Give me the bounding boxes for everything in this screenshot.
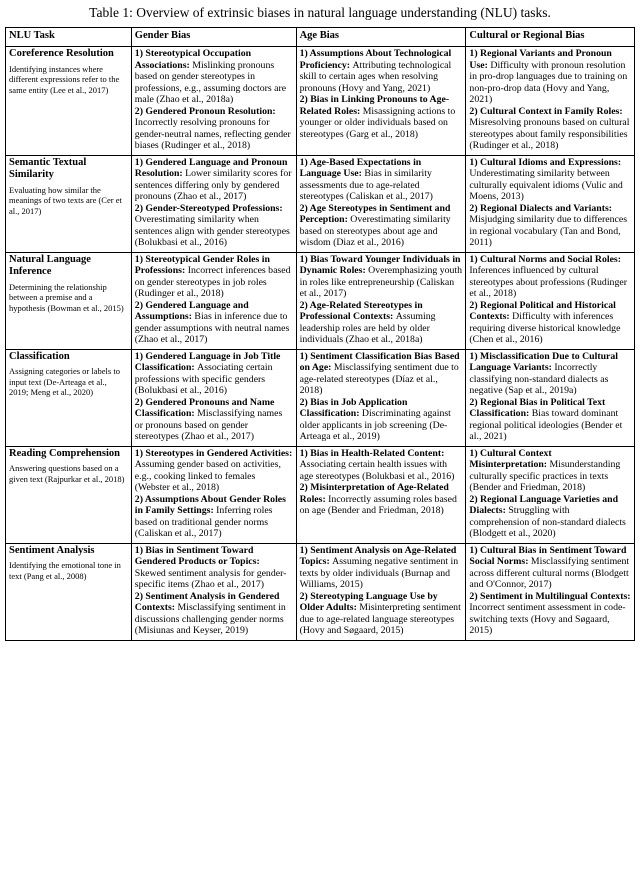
gender-bias-cell	[131, 47, 296, 156]
bias-item-title: 1) Cultural Idioms and Expressions:	[469, 156, 622, 168]
bias-item-title: 1) Bias in Sentiment Toward Gendered Products or Topics:	[134, 544, 260, 567]
bias-item-title: 1) Bias in Health-Related Content:	[299, 447, 445, 459]
cultural-bias-cell	[466, 543, 635, 640]
bias-item-text: Misclassifying sentiment in discussions challenging gender norms (Misiunas and Keyser, 2019)	[134, 602, 286, 636]
bias-item-text: Overestimating similarity based on stereotypes about age and wisdom (Diaz et al., 2016)	[299, 214, 451, 248]
task-description: Identifying the emotional tone in text (Pang et al., 2008)	[9, 560, 121, 581]
bias-item-text: Incorrectly resolving pronouns for gender-neutral names, reflecting gender biases (Rudinger et al., 2018)	[134, 117, 291, 151]
bias-item	[135, 157, 293, 203]
bias-item-title: 1) Gendered Language and Pronoun Resolution:	[134, 156, 288, 179]
bias-item-title: 2) Stereotyping Language Use by Older Adults:	[299, 590, 438, 613]
bias-item-text: Bias in inference due to gender assumptions with neutral names (Zhao et al., 2017)	[134, 311, 290, 345]
bias-item	[300, 448, 463, 483]
bias-item-text: Misresolving pronouns based on cultural stereotypes about family responsibilities (Rudinger et al., 2018)	[469, 117, 630, 151]
table-row	[6, 349, 635, 446]
bias-item	[135, 254, 293, 300]
bias-item	[135, 48, 293, 106]
bias-item-text: Attributing technological skill to certain ages when resolving pronouns (Hovy and Yang, 2021)	[299, 59, 452, 94]
bias-item	[469, 203, 631, 249]
bias-item-title: 2) Gendered Pronoun Resolution:	[134, 105, 276, 117]
bias-item-text: Incorrect sentiment assessment in code-switching texts (Hovy and Søgaard, 2015)	[469, 602, 626, 636]
task-description: Assigning categories or labels to input text (De-Arteaga et al., 2019; Meng et al., 2020)	[9, 366, 120, 397]
bias-item-title: 2) Age Stereotypes in Sentiment and Perception:	[299, 202, 451, 225]
bias-item-text: Mislinking pronouns based on gender stereotypes in professions, e.g., assuming doctors are male (Zhao et al., 2018a)	[134, 59, 287, 105]
bias-item-text: Skewed sentiment analysis for gender-specific items (Zhao et al., 2017)	[134, 567, 287, 590]
bias-item	[135, 397, 293, 443]
bias-item-text: Struggling with comprehension of non-standard dialects (Blodgett et al., 2020)	[469, 505, 626, 539]
age-bias-cell	[296, 543, 466, 640]
bias-item-text: Underestimating similarity between culturally equivalent idioms (Vulic and Moens, 2013)	[469, 168, 623, 202]
bias-item	[300, 94, 463, 140]
task-name: Semantic Textual Similarity	[9, 156, 87, 180]
table-header	[6, 28, 635, 47]
bias-item	[135, 203, 293, 249]
bias-item-text: Misunderstanding culturally specific practices in texts (Bender and Friedman, 2018)	[469, 459, 621, 493]
task-name: Classification	[9, 350, 70, 362]
bias-item-text: Assuming leadership roles are held by older individuals (Zhao et al., 2018a)	[299, 311, 436, 345]
task-description: Identifying instances where different expressions refer to the same entity (Lee et al., 2017)	[9, 63, 120, 95]
bias-item-title: 1) Gendered Language in Job Title Classification:	[134, 350, 281, 373]
bias-item-text: Misclassifying sentiment due to age-related stereotypes (Díaz et al., 2018)	[299, 362, 459, 396]
bias-item-text: Incorrectly assuming roles based on age (Bender and Friedman, 2018)	[299, 493, 457, 516]
bias-item-title: 1) Regional Variants and Pronoun Use:	[469, 48, 612, 71]
bias-item-text: Bias in similarity assessments due to age-related stereotypes (Caliskan et al., 2017)	[299, 168, 433, 202]
bias-item	[300, 397, 463, 443]
bias-item-title: 2) Sentiment in Multilingual Contexts:	[469, 590, 631, 602]
bias-item	[469, 494, 631, 540]
task-name: Reading Comprehension	[9, 447, 120, 459]
bias-item-text: Incorrect inferences based on gender stereotypes in job roles (Rudinger et al., 2018)	[134, 265, 291, 299]
bias-item-title: 2) Assumptions About Gender Roles in Family Settings:	[134, 493, 286, 516]
nlu-bias-table	[5, 27, 635, 641]
table-title: Table 1: Overview of extrinsic biases in natural language understanding (NLU) tasks.	[89, 5, 551, 20]
bias-item-text: Assuming negative sentiment in texts by older individuals (Burnap and Williams, 2015)	[299, 556, 459, 590]
bias-item	[300, 300, 463, 346]
age-bias-cell	[296, 446, 466, 543]
bias-item-text: Assuming gender based on activities, e.g., cooking linked to females (Webster et al., 2018)	[134, 459, 281, 493]
bias-item	[469, 591, 631, 637]
cultural-bias-cell	[466, 349, 635, 446]
bias-item-title: 2) Sentiment Analysis in Gendered Contexts:	[134, 590, 280, 613]
table-row	[6, 252, 635, 349]
age-bias-cell	[296, 349, 466, 446]
bias-item	[135, 448, 293, 494]
column-header-2: Age Bias	[296, 28, 466, 47]
bias-item-title: 2) Regional Bias in Political Text Classification:	[469, 396, 606, 419]
header-row	[6, 28, 635, 47]
bias-item-title: 2) Age-Related Stereotypes in Professional Contexts:	[299, 299, 423, 322]
bias-item	[300, 545, 463, 591]
age-bias-cell	[296, 252, 466, 349]
bias-item-title: 1) Sentiment Classification Bias Based on Age:	[299, 350, 460, 373]
bias-item-text: Misjudging similarity due to differences in regional vocabulary (Tan and Bond, 2011)	[469, 214, 628, 248]
task-name: Natural Language Inference	[9, 253, 91, 277]
bias-item-title: 1) Misclassification Due to Cultural Language Variants:	[469, 350, 618, 373]
task-cell	[6, 349, 132, 446]
bias-item-title: 2) Regional Language Varieties and Dialects:	[469, 493, 619, 516]
cultural-bias-cell	[466, 155, 635, 252]
task-description: Determining the relationship between a premise and a hypothesis (Bowman et al., 2015)	[9, 281, 124, 313]
bias-item-title: 2) Gender-Stereotyped Professions:	[134, 202, 283, 214]
bias-item-title: 1) Bias Toward Younger Individuals in Dynamic Roles:	[299, 253, 461, 276]
bias-item	[135, 591, 293, 637]
gender-bias-cell	[131, 543, 296, 640]
bias-item-title: 1) Age-Based Expectations in Language Use:	[299, 156, 422, 179]
task-cell	[6, 446, 132, 543]
bias-item-title: 2) Bias in Job Application Classification:	[299, 396, 408, 419]
bias-item	[469, 397, 631, 443]
bias-item-text: Associating certain health issues with age stereotypes (Bolukbasi et al., 2016)	[299, 459, 455, 482]
bias-item-title: 2) Gendered Language and Assumptions:	[134, 299, 249, 322]
bias-item-title: 1) Assumptions About Technological Proficiency:	[299, 48, 452, 71]
task-cell	[6, 155, 132, 252]
bias-item	[300, 351, 463, 397]
bias-item-text: Difficulty with pronoun resolution in pro-drop languages due to training on non-pro-drop data (Hovy and Yang, 2021)	[469, 59, 628, 105]
bias-item-title: 2) Cultural Context in Family Roles:	[469, 105, 623, 117]
column-header-1: Gender Bias	[131, 28, 296, 47]
task-name: Sentiment Analysis	[9, 544, 95, 556]
bias-item-text: Overemphasizing youth in roles like entrepreneurship (Caliskan et al., 2017)	[299, 265, 463, 299]
bias-item-title: 2) Regional Political and Historical Contexts:	[469, 299, 616, 322]
bias-item-title: 2) Gendered Pronouns and Name Classification:	[134, 396, 275, 419]
bias-item-text: Inferences influenced by cultural stereotypes about professions (Rudinger et al., 2018)	[469, 265, 627, 299]
table-row	[6, 446, 635, 543]
task-description: Evaluating how similar the meanings of two texts are (Cer et al., 2017)	[9, 184, 122, 216]
bias-item-title: 2) Bias in Linking Pronouns to Age-Related Roles:	[299, 94, 450, 117]
bias-item	[135, 106, 293, 152]
bias-item	[469, 254, 631, 300]
table-body	[6, 47, 635, 641]
table-row	[6, 47, 635, 156]
bias-item-title: 1) Sentiment Analysis on Age-Related Topics:	[299, 544, 457, 567]
bias-item	[300, 482, 463, 517]
bias-item	[135, 545, 293, 591]
bias-item	[469, 351, 631, 397]
bias-item-title: 2) Regional Dialects and Variants:	[469, 202, 613, 214]
bias-item	[469, 48, 631, 106]
bias-item-text: Misinterpreting sentiment due to age-related language stereotypes (Hovy and Søgaard, 2015)	[299, 602, 461, 636]
bias-item	[469, 157, 631, 203]
task-cell	[6, 252, 132, 349]
table-row	[6, 543, 635, 640]
bias-item-text: Difficulty with inferences requiring diverse historical knowledge (Chen et al., 2016)	[469, 311, 621, 345]
age-bias-cell	[296, 47, 466, 156]
bias-item-text: Bias toward dominant regional political ideologies (Bender et al., 2021)	[469, 408, 623, 442]
task-cell	[6, 543, 132, 640]
bias-item-text: Discriminating against older applicants in job screening (De-Arteaga et al., 2019)	[299, 408, 451, 442]
column-header-3: Cultural or Regional Bias	[466, 28, 635, 47]
bias-item-title: 1) Stereotypes in Gendered Activities:	[134, 447, 293, 459]
task-cell	[6, 47, 132, 156]
bias-item	[469, 106, 631, 152]
table-row	[6, 155, 635, 252]
gender-bias-cell	[131, 155, 296, 252]
bias-item-text: Misclassifying names or pronouns based on gender stereotypes (Zhao et al., 2017)	[134, 408, 283, 442]
task-description: Answering questions based on a given text (Rajpurkar et al., 2018)	[9, 463, 125, 484]
bias-item	[135, 351, 293, 397]
bias-item	[300, 203, 463, 249]
bias-item	[469, 300, 631, 346]
bias-item-text: Incorrectly classifying non-standard dialects as negative (Sap et al., 2019a)	[469, 362, 609, 396]
bias-item-title: 2) Misinterpretation of Age-Related Roles:	[299, 482, 449, 505]
bias-item-text: Inferring roles based on traditional gender norms (Caliskan et al., 2017)	[134, 505, 273, 539]
bias-item-text: Lower similarity scores for sentences differing only by gendered pronouns (Zhao et al., 2017)	[134, 168, 292, 202]
cultural-bias-cell	[466, 446, 635, 543]
bias-item	[300, 157, 463, 203]
bias-item	[469, 545, 631, 591]
gender-bias-cell	[131, 446, 296, 543]
bias-item	[300, 48, 463, 94]
bias-item-title: 1) Cultural Bias in Sentiment Toward Social Norms:	[469, 544, 627, 567]
bias-item-text: Associating certain professions with specific genders (Bolukbasi et al., 2016)	[134, 362, 273, 396]
task-name: Coreference Resolution	[9, 48, 114, 59]
bias-item-text: Misassigning actions to younger or older individuals based on stereotypes (Garg et al., 2018)	[299, 105, 456, 140]
cultural-bias-cell	[466, 252, 635, 349]
bias-item	[135, 494, 293, 540]
bias-item	[300, 254, 463, 300]
bias-item-title: 1) Cultural Context Misinterpretation:	[469, 447, 552, 470]
bias-item-text: Overestimating similarity when sentences align with gender stereotypes (Bolukbasi et al., 2016)	[134, 214, 290, 248]
gender-bias-cell	[131, 349, 296, 446]
bias-item-title: 1) Cultural Norms and Social Roles:	[469, 253, 622, 265]
age-bias-cell	[296, 155, 466, 252]
column-header-0: NLU Task	[6, 28, 132, 47]
cultural-bias-cell	[466, 47, 635, 156]
bias-item	[135, 300, 293, 346]
gender-bias-cell	[131, 252, 296, 349]
bias-item	[300, 591, 463, 637]
bias-item-title: 1) Stereotypical Occupation Associations:	[134, 48, 252, 71]
bias-item-title: 1) Stereotypical Gender Roles in Professions:	[134, 253, 270, 276]
bias-item	[469, 448, 631, 494]
bias-item-text: Misclassifying sentiment across different cultural norms (Blodgett and O'Connor, 2017)	[469, 556, 630, 590]
